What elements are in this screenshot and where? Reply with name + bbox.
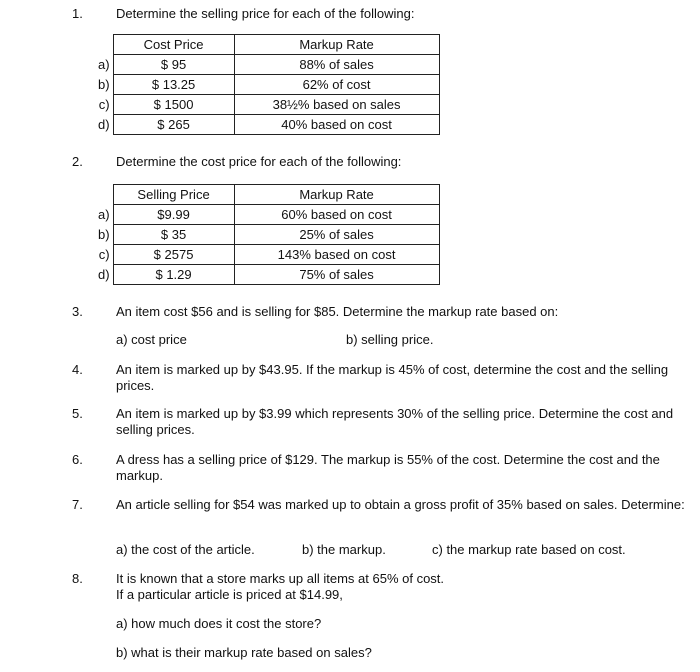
question-text: A dress has a selling price of $129. The markup is 55% of the cost. Determine the cost and the markup. xyxy=(116,452,660,483)
part-a: a) cost price xyxy=(116,332,187,347)
selling-price-cell: $ 35 xyxy=(113,225,234,245)
row-label: a) xyxy=(98,205,113,225)
question-number: 5. xyxy=(72,406,83,421)
markup-rate-cell: 25% of sales xyxy=(234,225,439,245)
markup-rate-cell: 143% based on cost xyxy=(234,245,439,265)
question-text: An article selling for $54 was marked up to obtain a gross profit of 35% based on sales. Determine: xyxy=(116,497,685,512)
part-c: c) the markup rate based on cost. xyxy=(432,542,626,557)
row-label: b) xyxy=(98,225,113,245)
selling-price-cell: $9.99 xyxy=(113,205,234,225)
row-label: c) xyxy=(98,245,113,265)
table-header-row xyxy=(98,185,439,205)
question-text: Determine the selling price for each of the following: xyxy=(116,6,415,21)
table-row xyxy=(98,245,439,265)
question-text-line-1: It is known that a store marks up all items at 65% of cost. xyxy=(116,571,445,586)
question-text: An item is marked up by $43.95. If the markup is 45% of cost, determine the cost and the selling prices. xyxy=(116,362,669,393)
part-b: b) the markup. xyxy=(302,542,386,557)
question-text: An item is marked up by $3.99 which represents 30% of the selling price. Determine the cost and selling prices. xyxy=(116,406,674,437)
cost-price-cell: $ 13.25 xyxy=(113,75,234,95)
table-row xyxy=(98,265,439,285)
header-markup-rate: Markup Rate xyxy=(234,185,439,205)
question-text-line-2: If a particular article is priced at $14.99, xyxy=(116,587,343,602)
table-row xyxy=(98,55,439,75)
markup-rate-cell: 88% of sales xyxy=(234,55,439,75)
question-number: 6. xyxy=(72,452,83,467)
row-label: b) xyxy=(98,75,113,95)
question-text: Determine the cost price for each of the following: xyxy=(116,154,402,169)
header-selling-price: Selling Price xyxy=(113,185,234,205)
markup-rate-cell: 60% based on cost xyxy=(234,205,439,225)
selling-price-table xyxy=(98,184,440,285)
cost-price-cell: $ 265 xyxy=(113,115,234,135)
table-header-row xyxy=(98,35,439,55)
question-number: 3. xyxy=(72,304,83,319)
selling-price-cell: $ 1.29 xyxy=(113,265,234,285)
table-row xyxy=(98,115,439,135)
markup-rate-cell: 62% of cost xyxy=(234,75,439,95)
question-number: 2. xyxy=(72,154,83,169)
question-number: 8. xyxy=(72,571,83,586)
table-row xyxy=(98,95,439,115)
question-number: 4. xyxy=(72,362,83,377)
table-row xyxy=(98,75,439,95)
row-label: d) xyxy=(98,265,113,285)
question-text: An item cost $56 and is selling for $85. Determine the markup rate based on: xyxy=(116,304,559,319)
part-a: a) the cost of the article. xyxy=(116,542,255,557)
part-b: b) what is their markup rate based on sales? xyxy=(116,645,372,660)
row-label: d) xyxy=(98,115,113,135)
part-b: b) selling price. xyxy=(346,332,434,347)
table-row xyxy=(98,225,439,245)
cost-price-cell: $ 95 xyxy=(113,55,234,75)
header-cost-price: Cost Price xyxy=(113,35,234,55)
markup-rate-cell: 75% of sales xyxy=(234,265,439,285)
row-label: c) xyxy=(98,95,113,115)
header-markup-rate: Markup Rate xyxy=(234,35,439,55)
selling-price-cell: $ 2575 xyxy=(113,245,234,265)
row-label: a) xyxy=(98,55,113,75)
table-row xyxy=(98,205,439,225)
markup-rate-cell: 40% based on cost xyxy=(234,115,439,135)
cost-price-cell: $ 1500 xyxy=(113,95,234,115)
question-number: 7. xyxy=(72,497,83,512)
cost-price-table xyxy=(98,34,440,135)
question-number: 1. xyxy=(72,6,83,21)
part-a: a) how much does it cost the store? xyxy=(116,616,322,631)
markup-rate-cell: 38½% based on sales xyxy=(234,95,439,115)
